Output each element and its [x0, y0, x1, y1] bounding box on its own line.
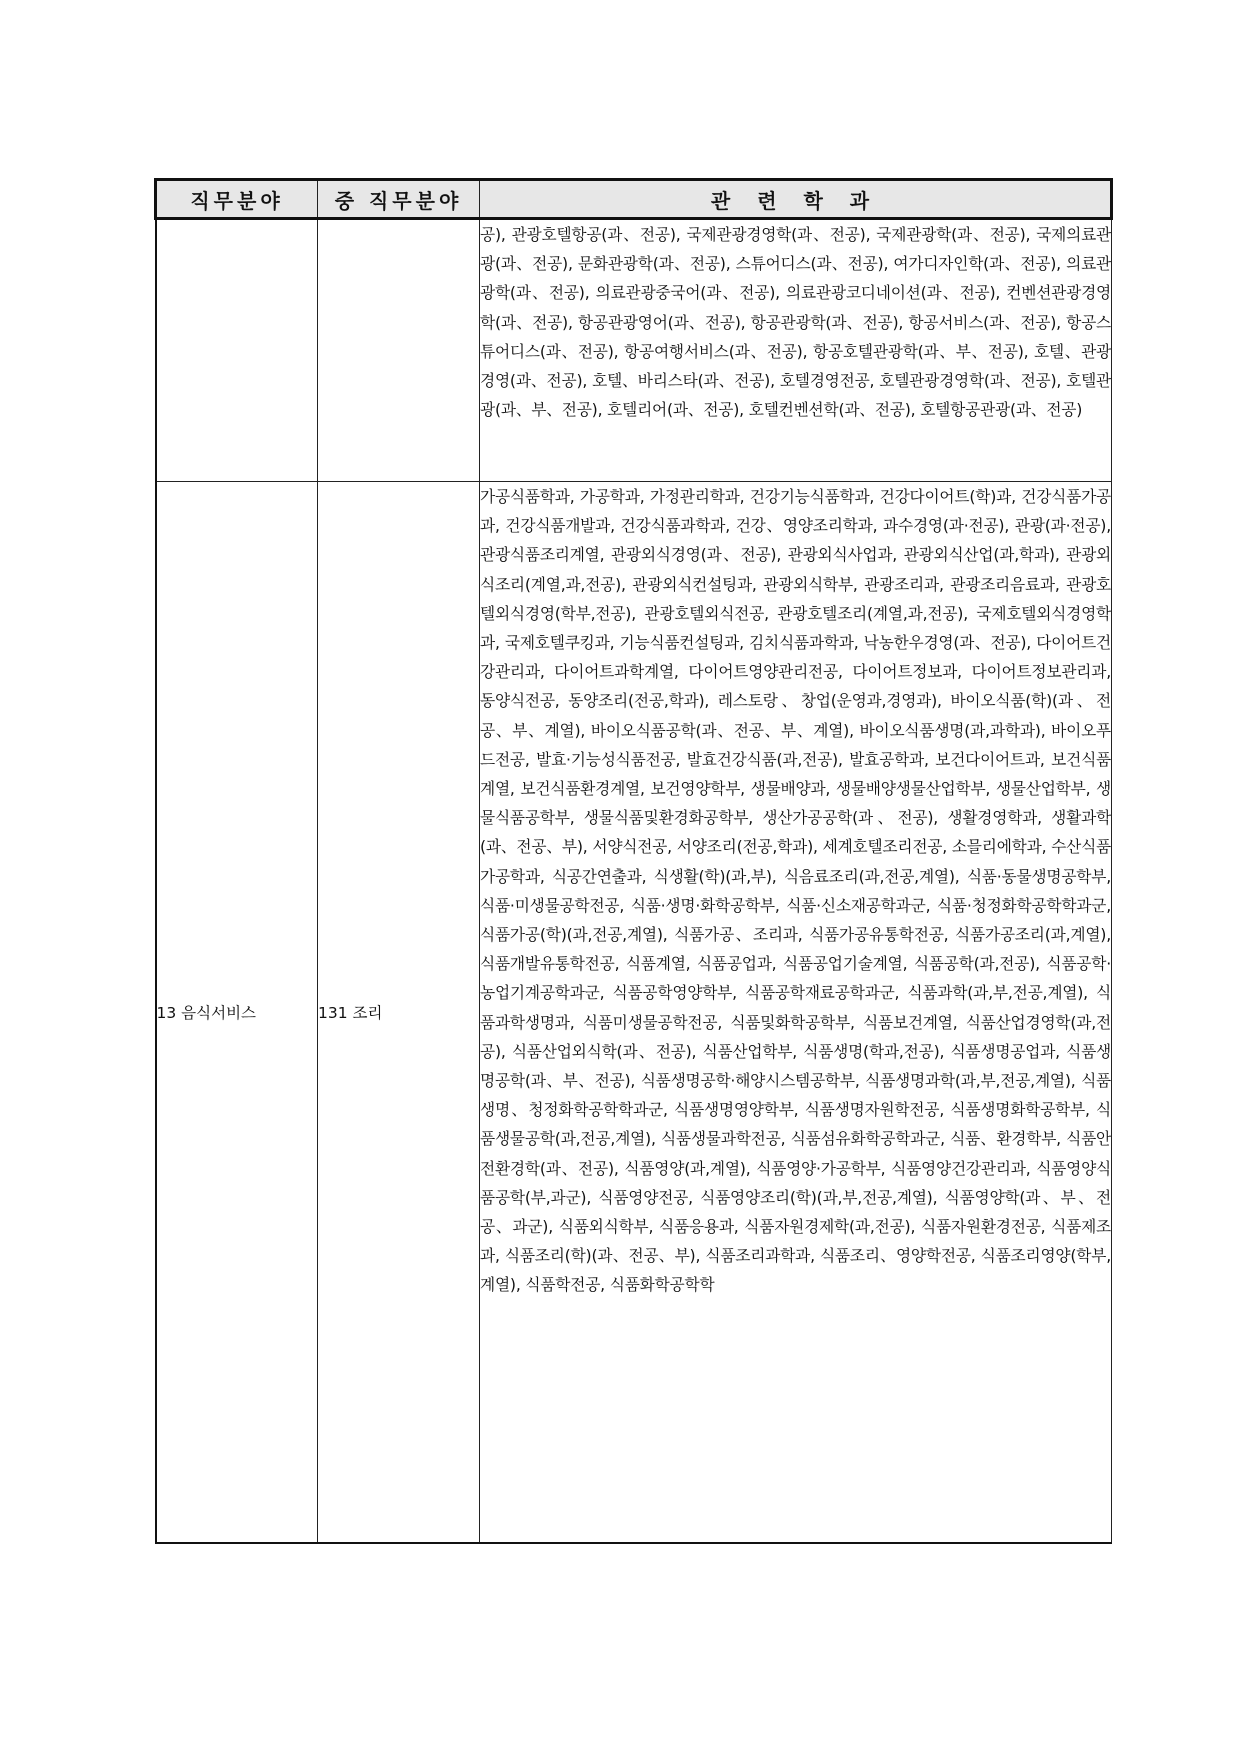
table-row: [156, 219, 1112, 482]
header-related-majors: 관 련 학 과: [480, 180, 1112, 219]
job-field-cell: 13 음식서비스: [156, 482, 318, 1544]
table-header-row: [156, 180, 1112, 219]
related-majors-cell: [480, 482, 1112, 1544]
related-majors-table: [154, 178, 1113, 1544]
related-majors-cell: [480, 219, 1112, 482]
related-majors-text: 가공식품학과, 가공학과, 가정관리학과, 건강기능식품학과, 건강다이어트(학)과, 건강식품가공과, 건강식품개발과, 건강식품과학과, 건강、영양조리학과, 과수경영(과·전공), 관광(과·전공), 관광식품조리계열, 관광외식경영(과、전공), 관광외식사업과, 관광외식산업(과,학과), 관광외식조리(계열,과,전공), 관광외식컨설팅과, 관광외식학부, 관광조리과, 관광조리음료과, 관광호텔외식경영(학부,전공), 관광호텔외식전공, 관광호텔조리(계열,과,전공), 국제호텔외식경영학과, 국제호텔쿠킹과, 기능식품컨설팅과, 김치식품과학과, 낙농한우경영(과、전공), 다이어트건강관리과, 다이어트과학계열, 다이어트영양관리전공, 다이어트정보과, 다이어트정보관리과, 동양식전공, 동양조리(전공,학과), 레스토랑、창업(운영과,경영과), 바이오식품(학)(과、전공、부、계열), 바이오식품공학(과、전공、부、계열), 바이오식품생명(과,과학과), 바이오푸드전공, 발효·기능성식품전공, 발효건강식품(과,전공), 발효공학과, 보건다이어트과, 보건식품계열, 보건식품환경계열, 보건영양학부, 생물배양과, 생물배양생물산업학부, 생물산업학부, 생물식품공학부, 생물식품및환경화공학부, 생산가공공학(과、전공), 생활경영학과, 생활과학(과、전공、부), 서양식전공, 서양조리(전공,학과), 세계호텔조리전공, 소믈리에학과, 수산식품가공학과, 식공간연출과, 식생활(학)(과,부), 식음료조리(과,전공,계열), 식품·동물생명공학부, 식품·미생물공학전공, 식품·생명·화학공학부, 식품·신소재공학과군, 식품·청정화학공학학과군, 식품가공(학)(과,전공,계열), 식품가공、조리과, 식품가공유통학전공, 식품가공조리(과,계열), 식품개발유통학전공, 식품계열, 식품공업과, 식품공업기술계열, 식품공학(과,전공), 식품공학·농업기계공학과군, 식품공학영양학부, 식품공학재료공학과군, 식품과학(과,부,전공,계열), 식품과학생명과, 식품미생물공학전공, 식품및화학공학부, 식품보건계열, 식품산업경영학(과,전공), 식품산업외식학(과、전공), 식품산업학부, 식품생명(학과,전공), 식품생명공업과, 식품생명공학(과、부、전공), 식품생명공학·해양시스템공학부, 식품생명과학(과,부,전공,계열), 식품생명、청정화학공학학과군, 식품생명영양학부, 식품생명자원학전공, 식품생명화학공학부, 식품생물공학(과,전공,계열), 식품생물과학전공, 식품섬유화학공학과군, 식품、환경학부, 식품안전환경학(과、전공), 식품영양(과,계열), 식품영양·가공학부, 식품영양건강관리과, 식품영양식품공학(부,과군), 식품영양전공, 식품영양조리(학)(과,부,전공,계열), 식품영양학(과、부、전공、과군), 식품외식학부, 식품응용과, 식품자원경제학(과,전공), 식품자원환경전공, 식품제조과, 식품조리(학)(과、전공、부), 식품조리과학과, 식품조리、영양학전공, 식품조리영양(학부,계열), 식품학전공, 식품화학공학학: [480, 487, 1111, 1295]
mid-job-field-cell: 131 조리: [318, 482, 480, 1544]
header-mid-job-field: 중 직무분야: [318, 180, 480, 219]
job-field-cell: [156, 219, 318, 482]
table-row: [156, 482, 1112, 1544]
header-job-field: 직무분야: [156, 180, 318, 219]
mid-job-field-cell: [318, 219, 480, 482]
related-majors-text: 공), 관광호텔항공(과、전공), 국제관광경영학(과、전공), 국제관광학(과、전공), 국제의료관광(과、전공), 문화관광학(과、전공), 스튜어디스(과、전공), 여가디자인학(과、전공), 의료관광학(과、전공), 의료관광중국어(과、전공), 의료관광코디네이션(과、전공), 컨벤션관광경영학(과、전공), 항공관광영어(과、전공), 항공관광학(과、전공), 항공서비스(과、전공), 항공스튜어디스(과、전공), 항공여행서비스(과、전공), 항공호텔관광학(과、부、전공), 호텔、관광경영(과、전공), 호텔、바리스타(과、전공), 호텔경영전공, 호텔관광경영학(과、전공), 호텔관광(과、부、전공), 호텔리어(과、전공), 호텔컨벤션학(과、전공), 호텔항공관광(과、전공): [480, 225, 1111, 420]
